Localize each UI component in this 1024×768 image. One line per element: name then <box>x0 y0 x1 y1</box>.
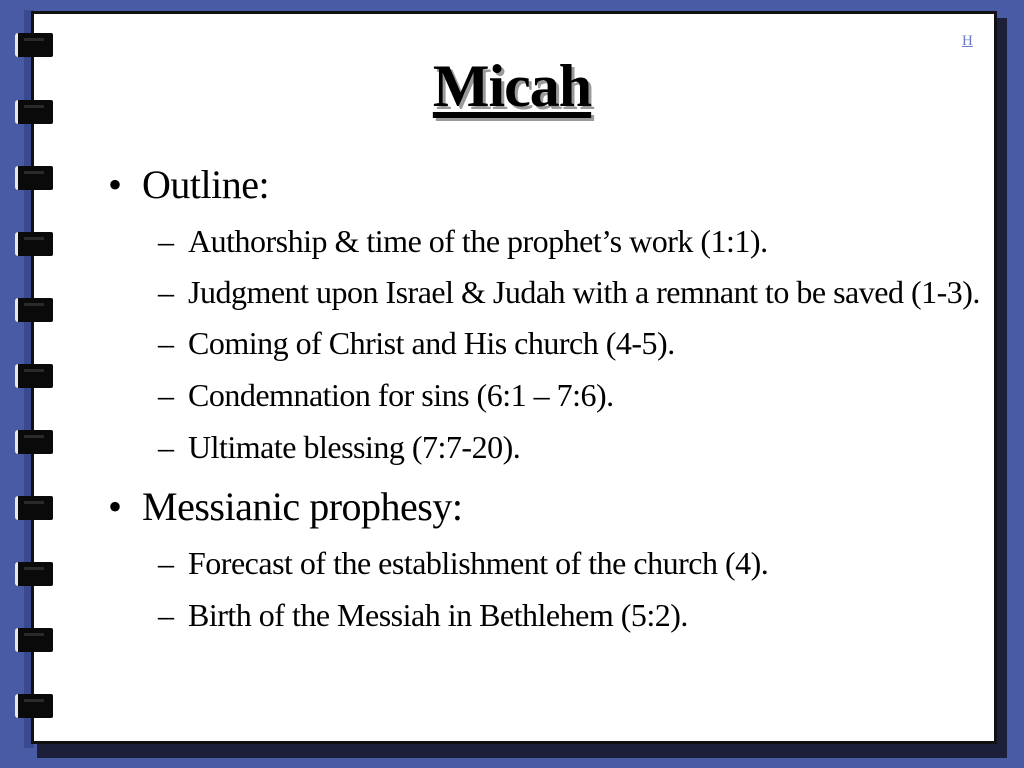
sub-item-text: Authorship & time of the prophet’s work (1:1). <box>188 223 768 259</box>
binder-ring <box>15 562 53 586</box>
sub-item-text: Judgment upon Israel & Judah with a remnant to be saved (1-3). <box>188 274 980 310</box>
slide-title: Micah <box>432 53 592 119</box>
dash-marker: – <box>158 223 174 259</box>
sub-item <box>108 542 988 584</box>
sub-item-text: Forecast of the establishment of the church (4). <box>188 545 769 581</box>
bullet-dot: • <box>108 162 122 207</box>
binder-ring <box>15 364 53 388</box>
binder-ring <box>15 232 53 256</box>
bullet-messianic <box>108 482 988 532</box>
sub-item <box>108 322 988 364</box>
sub-item-text: Coming of Christ and His church (4-5). <box>188 325 675 361</box>
bullet-label: Outline: <box>142 162 270 207</box>
sub-item <box>108 594 988 636</box>
binder-ring <box>15 430 53 454</box>
dash-marker: – <box>158 597 174 633</box>
bullet-outline <box>108 160 988 210</box>
dash-marker: – <box>158 377 174 413</box>
slide-content <box>108 160 988 636</box>
bullet-label: Messianic prophesy: <box>142 484 463 529</box>
sub-item-text: Condemnation for sins (6:1 – 7:6). <box>188 377 614 413</box>
sub-item <box>108 374 988 416</box>
dash-marker: – <box>158 429 174 465</box>
binder-ring <box>15 694 53 718</box>
binder-ring <box>15 496 53 520</box>
dash-marker: – <box>158 545 174 581</box>
sub-item <box>108 426 988 468</box>
binder-ring <box>15 298 53 322</box>
binder-ring <box>15 628 53 652</box>
binder-ring <box>15 166 53 190</box>
bullet-dot: • <box>108 484 122 529</box>
sub-item-text: Ultimate blessing (7:7-20). <box>188 429 521 465</box>
sub-item <box>108 220 988 262</box>
sub-item-text: Birth of the Messiah in Bethlehem (5:2). <box>188 597 688 633</box>
sub-item <box>108 272 988 312</box>
home-link[interactable]: H <box>962 33 973 49</box>
dash-marker: – <box>158 325 174 361</box>
dash-marker: – <box>158 274 174 310</box>
